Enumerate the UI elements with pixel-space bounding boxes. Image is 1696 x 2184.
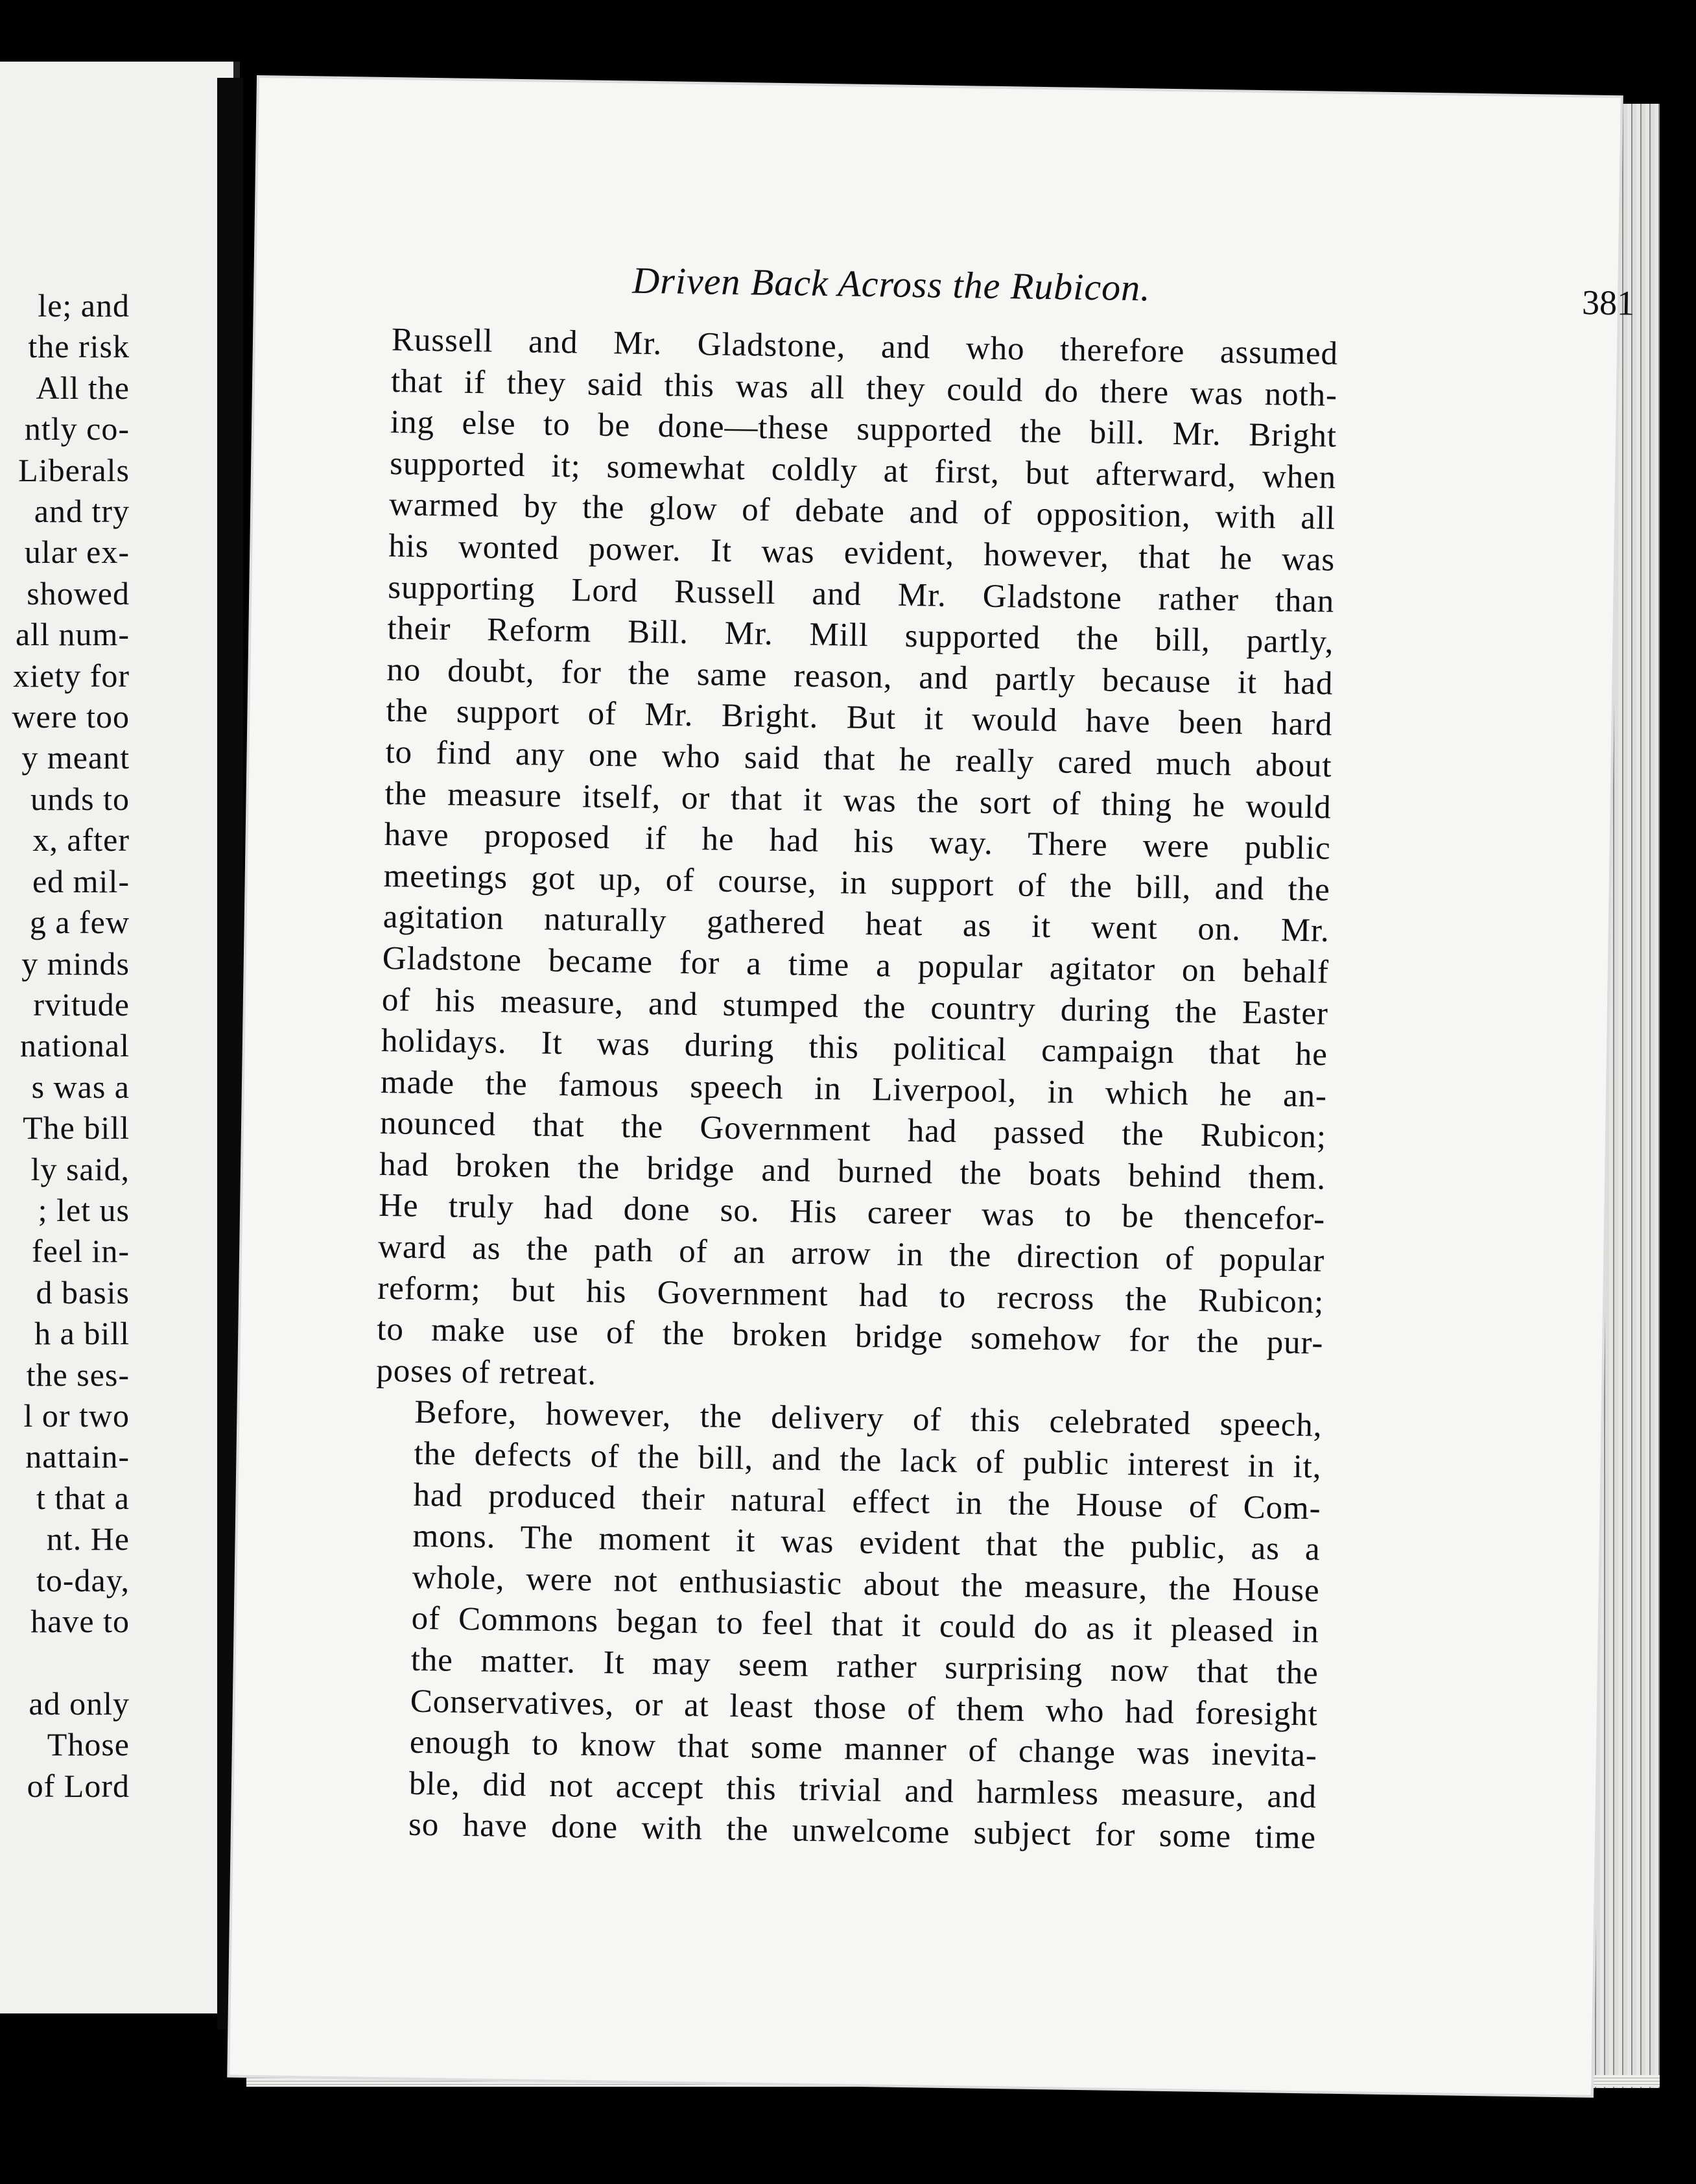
- text-line: their Reform Bill. Mr. Mill supported the bill, partly,: [387, 610, 1334, 661]
- paragraph: [370, 1392, 1323, 1859]
- left-page-line: ed mil-: [32, 862, 130, 899]
- left-page-line: y minds: [21, 945, 130, 982]
- text-line: reform; but his Government had to recross the Rubicon;: [377, 1270, 1325, 1321]
- text-line: mons. The moment it was evident that the public, as a: [412, 1517, 1321, 1568]
- text-line: his wonted power. It was evident, however, that he was: [388, 528, 1336, 578]
- text-line: Gladstone became for a time a popular agitator on behalf: [382, 940, 1330, 991]
- left-page-line: rvitude: [33, 986, 130, 1023]
- left-page-line: ; let us: [38, 1191, 130, 1228]
- left-page-line: ular ex-: [24, 534, 130, 571]
- left-facing-page: [0, 62, 240, 2013]
- left-page-line: nt. He: [46, 1521, 130, 1558]
- left-page-line: All the: [36, 369, 130, 406]
- left-page-line: xiety for: [13, 657, 130, 694]
- left-page-text: [0, 285, 130, 1807]
- left-page-line: and try: [34, 493, 130, 530]
- text-line: supporting Lord Russell and Mr. Gladstone rather than: [387, 569, 1335, 620]
- left-page-line: the ses-: [26, 1356, 130, 1393]
- left-page-blank-line: [0, 1642, 130, 1683]
- text-line: to find any one who said that he really cared much about: [385, 733, 1332, 785]
- left-page-line: national: [19, 1027, 130, 1064]
- text-line: supported it; somewhat coldly at first, but afterward, when: [389, 445, 1337, 496]
- paragraph: [376, 320, 1338, 1406]
- text-line: holidays. It was during this political campaign that he: [381, 1023, 1328, 1073]
- left-page-line: to-day,: [36, 1561, 130, 1598]
- text-line: that if they said this was all they could do there was noth-: [390, 362, 1338, 414]
- left-page-line: h a bill: [34, 1315, 130, 1352]
- page-number: 381: [1581, 283, 1635, 323]
- text-line: warmed by the glow of debate and of opposition, with all: [388, 486, 1336, 538]
- left-page-line: s was a: [31, 1068, 130, 1105]
- text-line: the support of Mr. Bright. But it would have been hard: [386, 693, 1333, 744]
- left-page-line: d basis: [36, 1274, 130, 1311]
- left-page-line: g a few: [29, 904, 130, 941]
- text-line: the measure itself, or that it was the sort of thing he would: [384, 775, 1332, 826]
- right-page: [230, 78, 1635, 2095]
- text-line: had produced their natural effect in the House of Com-: [413, 1477, 1321, 1527]
- text-line: so have done with the unwelcome subject for some time: [408, 1807, 1317, 1857]
- text-line: no doubt, for the same reason, and partly because it had: [386, 651, 1334, 702]
- left-page-line: feel in-: [32, 1233, 130, 1270]
- left-page-line: The bill: [23, 1110, 130, 1146]
- text-line: ble, did not accept this trivial and harmless measure, and: [408, 1765, 1317, 1816]
- text-line: of Commons began to feel that it could do as it pleased in: [411, 1600, 1320, 1650]
- left-page-line: ad only: [29, 1685, 130, 1722]
- text-line: Before, however, the delivery of this celebrated speech,: [414, 1394, 1323, 1444]
- text-line: of his measure, and stumped the country during the Easter: [381, 981, 1329, 1032]
- left-page-line: Liberals: [18, 451, 130, 488]
- text-line: made the famous speech in Liverpool, in which he an-: [380, 1063, 1328, 1115]
- text-line: the defects of the bill, and the lack of public interest in it,: [414, 1435, 1322, 1486]
- body-text: [370, 320, 1339, 1859]
- left-page-line: t that a: [36, 1479, 130, 1516]
- left-page-line: all num-: [15, 616, 130, 653]
- left-page-line: nattain-: [25, 1438, 130, 1475]
- left-page-line: of Lord: [27, 1767, 130, 1804]
- text-line: whole, were not enthusiastic about the measure, the House: [412, 1559, 1320, 1609]
- left-page-line: y meant: [21, 739, 130, 776]
- text-line: agitation naturally gathered heat as it went on. Mr.: [383, 899, 1330, 949]
- running-head: Driven Back Across the Rubicon.: [631, 259, 1151, 309]
- text-line: poses of retreat.: [376, 1352, 597, 1392]
- text-line: the matter. It may seem rather surprising now that the: [410, 1641, 1319, 1692]
- text-line: ward as the path of an arrow in the direction of popular: [377, 1228, 1325, 1279]
- left-page-line: ly said,: [30, 1150, 130, 1187]
- left-page-line: unds to: [30, 780, 130, 817]
- left-page-line: the risk: [28, 328, 130, 365]
- text-line: to make use of the broken bridge somehow for the pur-: [376, 1311, 1324, 1362]
- text-line: Conservatives, or at least those of them who had foresight: [410, 1683, 1319, 1733]
- left-page-line: showed: [27, 575, 130, 611]
- text-line: have proposed if he had his way. There were public: [384, 816, 1331, 867]
- text-line: nounced that the Government had passed the Rubicon;: [379, 1105, 1327, 1156]
- left-page-line: x, after: [32, 822, 130, 859]
- text-line: He truly had done so. His career was to be thencefor-: [378, 1187, 1326, 1239]
- text-line: enough to know that some manner of change was inevita-: [409, 1724, 1318, 1774]
- text-line: Russell and Mr. Gladstone, and who therefore assumed: [391, 322, 1339, 372]
- text-line: had broken the bridge and burned the boats behind them.: [379, 1146, 1326, 1197]
- text-line: ing else to be done—these supported the bill. Mr. Bright: [390, 404, 1337, 455]
- left-page-line: l or two: [23, 1397, 130, 1434]
- left-page-line: le; and: [38, 287, 130, 324]
- left-page-line: Those: [47, 1726, 130, 1763]
- left-page-line: ntly co-: [24, 410, 130, 447]
- left-page-line: were too: [12, 698, 130, 735]
- left-page-line: have to: [30, 1603, 130, 1639]
- text-line: meetings got up, of course, in support of the bill, and the: [383, 857, 1331, 908]
